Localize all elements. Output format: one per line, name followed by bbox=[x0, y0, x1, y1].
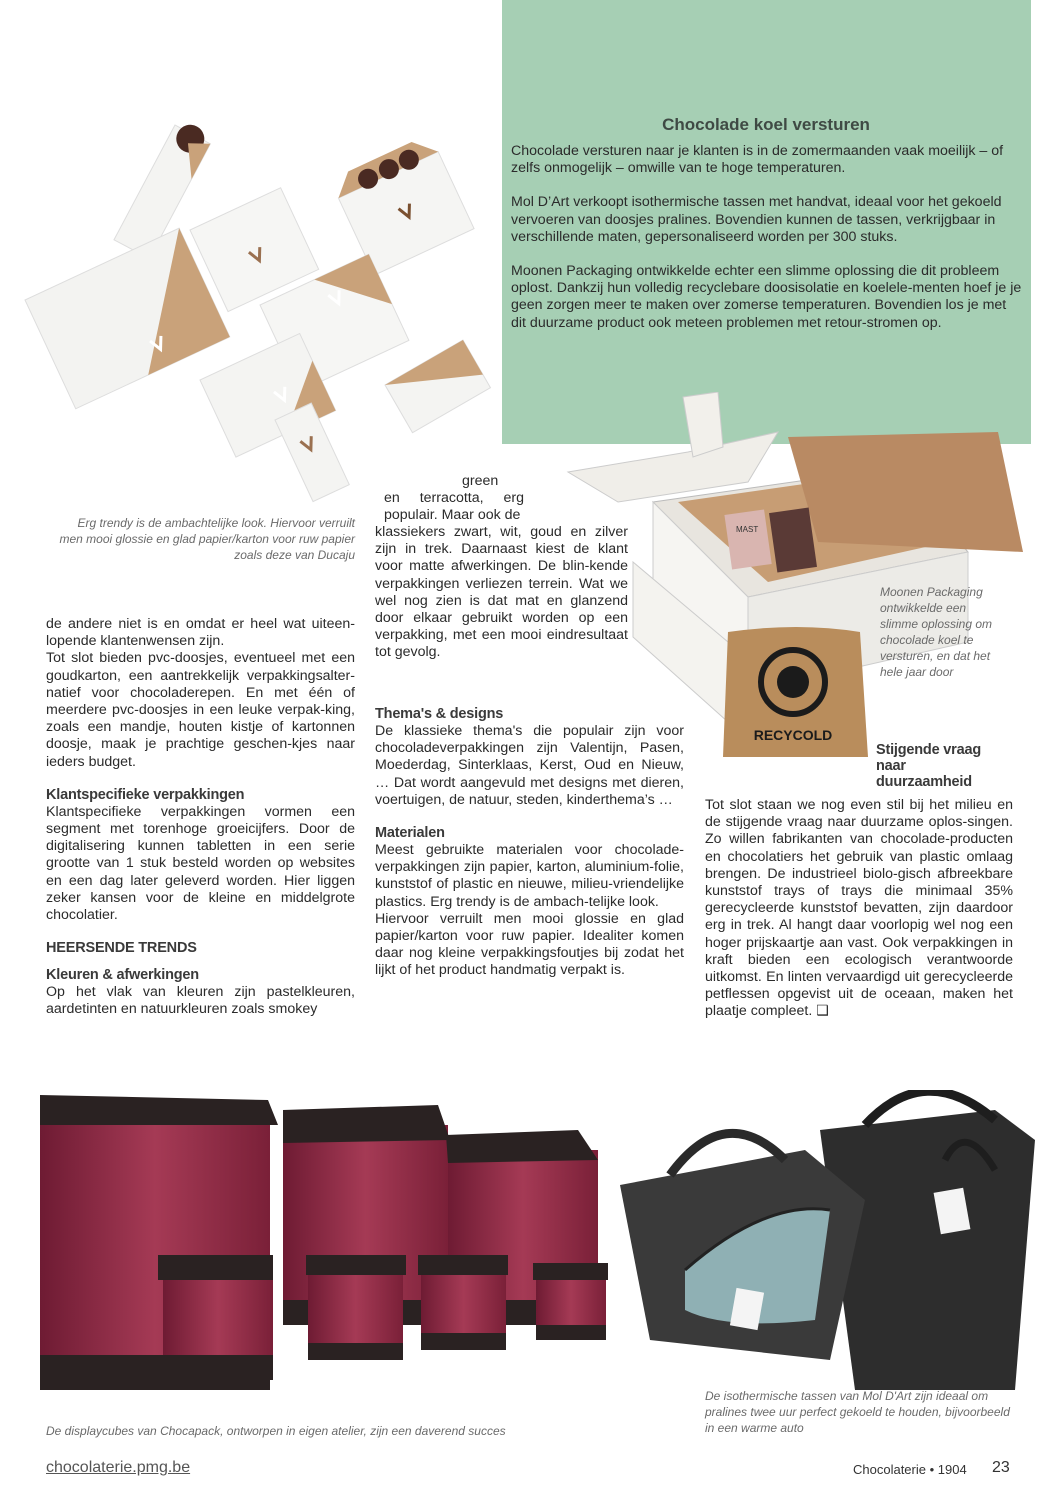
footer-magazine: Chocolaterie • 1904 bbox=[853, 1462, 967, 1477]
sidebar-paragraph: Moonen Packaging ontwikkelde echter een slimme oplossing die dit probleem oplost. Dankzij hun volledig recyclebare doosisolatie en koelele-menten hoef je je geen zorgen meer te maken over zomerse temperaturen. Bovendien los je met dit duurzame product ook meteen problemen met retour-stromen op. bbox=[511, 263, 1022, 331]
sidebar-paragraph: Chocolade versturen naar je klanten is in de zomermaanden vaak moeilijk – of zelfs onmogelijk – omwille van te hoge temperaturen. bbox=[511, 143, 1004, 177]
sidebar-body bbox=[511, 143, 1023, 349]
end-mark: ❑ bbox=[816, 1003, 829, 1020]
photo-ducaju-boxes bbox=[20, 90, 495, 510]
paragraph: Klantspecifieke verpakkingen vormen een segment met torenhoge groeicijfers. Door de digitalisering kunnen tabletten in een serie grootte van 1 stuk besteld worden op websites en een dag later geleverd worden. Hier liggen zeker kansen voor de kleine en middelgrote chocolatier. bbox=[46, 803, 355, 924]
paragraph: Hiervoor verruilt men mooi glossie en glad papier/karton voor ruw papier. Idealiter komen daar nog kleine verpakkingsfoutjes bij zodat het lijkt of het product handmatig verpakt is. bbox=[375, 910, 684, 979]
mast-label: MAST bbox=[736, 525, 759, 534]
heading-themas: Thema's & designs bbox=[375, 706, 504, 722]
paragraph: Op het vlak van kleuren zijn pastelkleuren, aardetinten en natuurkleuren zoals smokey bbox=[46, 984, 355, 1018]
paragraph: Tot slot staan we nog even stil bij het milieu en de stijgende vraag naar duurzame oplos-singen. Zo willen fabrikanten van chocolade-producten en chocolatiers het gebruik van plastic omlaag brengen. De industrieel biolo-gisch afbreekbare kunststof trays of trays die minimaal 35% gerecycleerde kunststof bevatten, zijn daardoor erg in trek. Al hangt daar voorlopig wel nog een hoger prijskaartje aan vast. Ook verpakkingen in kraft bieden een ecologisch verantwoorde uitkomst. En linten vervaardigd uit gerecycleerde petflessen opgevist uit de oceaan, maken het plaatje compleet. ❑ bbox=[705, 797, 1013, 1020]
column-2-intro-l1: green bbox=[462, 473, 499, 489]
caption-bags: De isothermische tassen van Mol D'Art zijn ideaal om pralines twee uur perfect gekoeld te houden, bijvoorbeeld in een warme auto bbox=[705, 1389, 1010, 1435]
sidebar-title: Chocolade koel versturen bbox=[662, 115, 870, 134]
footer-website-link[interactable]: chocolaterie.pmg.be bbox=[46, 1459, 191, 1476]
paragraph: klassiekers zwart, wit, goud en zilver zijn in trek. Daarnaast kiest de klant voor matte afwerkingen. De blin-kende verpakkingen verliezen terrein. Wat we wel nog zien is dat mat en glanzend door elkaar gebruikt worden op een verpakking, met een mooi eindresultaat tot gevolg. bbox=[375, 524, 628, 661]
column-3 bbox=[705, 797, 1013, 1021]
paragraph: Tot slot bieden pvc-doosjes, eventueel met een goudkarton, een aantrekkelijk verpakkingsalter-natief voor chocoladerepen. En met één of meerdere pvc-doosjes in een leuke verpak-king, zoals een mandje, houten kistje of kartonnen doosje, maak je prachtige geschen-kjes naar ieders budget. bbox=[46, 650, 355, 770]
heading-kleuren: Kleuren & afwerkingen bbox=[46, 967, 199, 984]
photo-display-cubes bbox=[38, 1085, 608, 1415]
caption-boxes: Erg trendy is de ambachtelijke look. Hiervoor verruilt men mooi glossie en glad papier/karton voor ruw papier zoals deze van Ducaju bbox=[59, 516, 355, 562]
column-2 bbox=[375, 524, 628, 662]
column-2-lower bbox=[375, 706, 684, 980]
caption-cubes: De displaycubes van Chocapack, ontworpen in eigen atelier, zijn een daverend succes bbox=[46, 1424, 506, 1438]
paragraph: De klassieke thema's die populair zijn voor chocoladeverpakkingen zijn Valentijn, Pasen, Moederdag, Sinterklaas, Kerst, Oud en Nieuw, … Dat wordt aangevuld met designs met dieren, voertuigen, de natuur, steden, kinderthema’s … bbox=[375, 723, 684, 808]
sidebar-paragraph: Mol D’Art verkoopt isothermische tassen met handvat, ideaal voor het gekoeld vervoeren van doosjes pralines. Bovendien kunnen de tassen, verkrijgbaar in verschillende maten, gepersonaliseerd worden per 300 stuks. bbox=[511, 194, 1002, 245]
caption-moonen: Moonen Packaging ontwikkelde een slimme oplossing om chocolade koel te versturen, en dat het hele jaar door bbox=[880, 585, 993, 679]
column-1 bbox=[46, 616, 355, 1019]
heading-trends: HEERSENDE TRENDS bbox=[46, 940, 197, 957]
heading-klantspecifiek: Klantspecifieke verpakkingen bbox=[46, 786, 245, 803]
paragraph: de andere niet is en omdat er heel wat uiteen-lopende klantenwensen zijn. bbox=[46, 616, 355, 650]
paragraph: Meest gebruikte materialen voor chocolade-verpakkingen zijn papier, karton, aluminium-folie, kunststof of plastic en nieuwe, milieu-vriendelijke plastics. Erg trendy is de ambach-telijke look. bbox=[375, 842, 684, 910]
recycold-label: RECYCOLD bbox=[753, 727, 833, 743]
photo-isothermic-bags bbox=[615, 1090, 1045, 1395]
heading-materialen: Materialen bbox=[375, 825, 445, 842]
column-2-intro-l2: en terracotta, erg bbox=[384, 490, 524, 506]
heading-duurzaamheid: Stijgende vraag naar duurzaamheid bbox=[876, 742, 981, 790]
column-2-intro-l3: populair. Maar ook de bbox=[384, 507, 521, 523]
page-number: 23 bbox=[992, 1459, 1010, 1476]
